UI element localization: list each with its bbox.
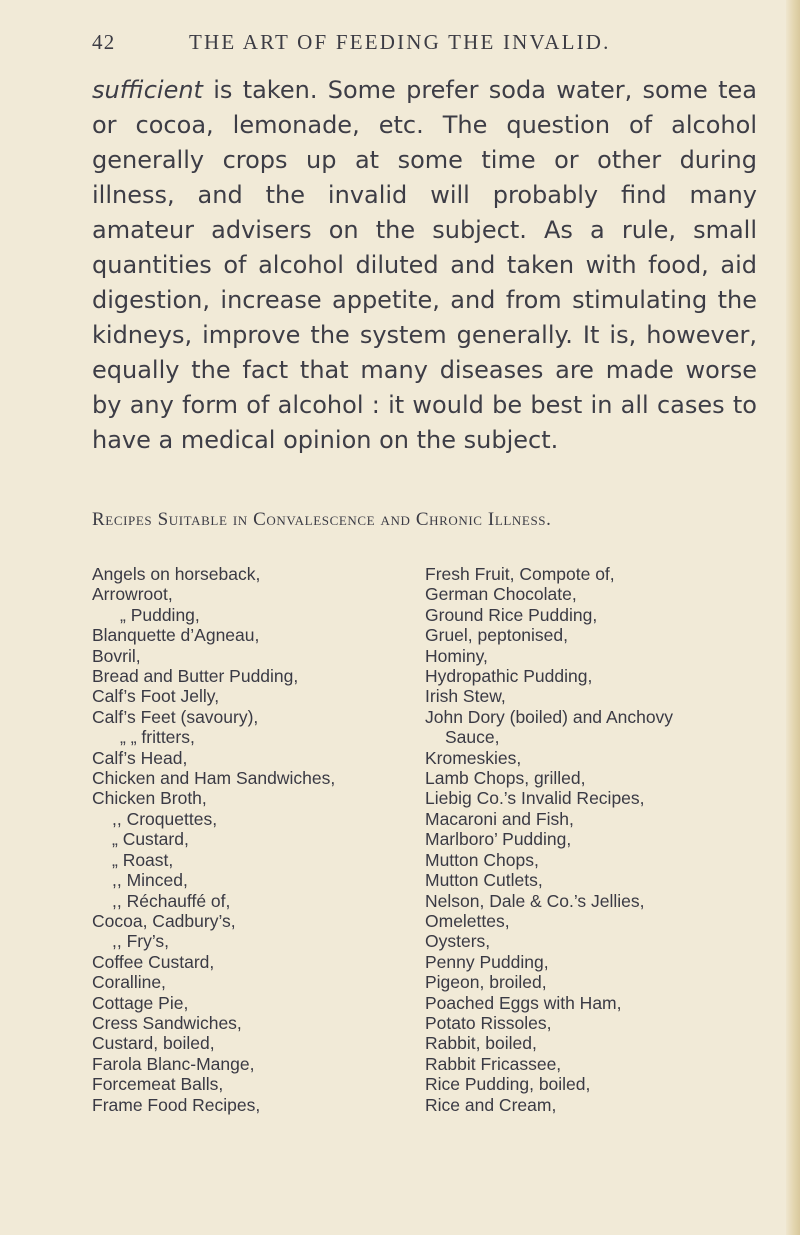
recipe-item: Pigeon, broiled, xyxy=(425,972,547,993)
recipe-item: Rice and Cream, xyxy=(425,1094,557,1115)
recipe-item: Chicken and Ham Sandwiches, xyxy=(92,768,336,789)
recipe-item: Oysters, xyxy=(425,931,491,952)
recipe-item: Mutton Chops, xyxy=(425,849,539,870)
recipe-item: Calf’s Foot Jelly, xyxy=(92,686,220,707)
recipe-list-right xyxy=(425,564,760,1115)
paragraph-lead-word: sufficient xyxy=(92,76,203,104)
recipe-item: „ Roast, xyxy=(112,849,174,870)
recipe-item: Marlboro’ Pudding, xyxy=(425,829,572,850)
recipe-item: German Chocolate, xyxy=(425,584,577,605)
recipe-item: Fresh Fruit, Compote of, xyxy=(425,564,615,584)
recipe-item: Ground Rice Pudding, xyxy=(425,604,598,625)
recipe-item: „ Pudding, xyxy=(120,604,200,625)
paragraph-text: is taken. Some prefer soda water, some tea or cocoa, lemonade, etc. The question of alcohol generally crops up at some time or other during illness, and the invalid will probably find many amateur advisers on the subject. As a rule, small quantities of alcohol diluted and taken with food, aid digestion, increase appetite, and from stimulating the kidneys, improve the system generally. It is, however, equally the fact that many diseases are made worse by any form of alcohol : it would be best in all cases to have a medical opinion on the subject. xyxy=(92,76,757,454)
recipe-item: Forcemeat Balls, xyxy=(92,1074,224,1095)
recipe-item: Coffee Custard, xyxy=(92,951,215,972)
recipe-item: Gruel, peptonised, xyxy=(425,625,569,646)
recipe-item: Rabbit, boiled, xyxy=(425,1033,537,1054)
recipe-item: Coralline, xyxy=(92,972,166,993)
recipe-item: Cocoa, Cadbury’s, xyxy=(92,910,236,931)
recipe-item: Poached Eggs with Ham, xyxy=(425,992,622,1013)
recipe-item: „ Custard, xyxy=(112,829,189,850)
recipe-item: Macaroni and Fish, xyxy=(425,808,574,829)
recipe-item: Nelson, Dale & Co.’s Jellies, xyxy=(425,890,645,911)
recipe-item: Frame Food Recipes, xyxy=(92,1094,261,1115)
recipe-item: Arrowroot, xyxy=(92,584,173,605)
recipe-item: Penny Pudding, xyxy=(425,951,549,972)
recipe-item: Cottage Pie, xyxy=(92,992,189,1013)
recipe-item: Chicken Broth, xyxy=(92,788,207,809)
page-number: 42 xyxy=(92,30,116,54)
recipe-item: Calf’s Head, xyxy=(92,747,188,768)
recipe-item: ,, Réchauffé of, xyxy=(112,890,231,911)
recipe-item: Rabbit Fricassee, xyxy=(425,1053,562,1074)
page-header xyxy=(92,30,752,60)
recipe-item: Farola Blanc-Mange, xyxy=(92,1053,255,1074)
recipe-item: Kromeskies, xyxy=(425,747,522,768)
recipe-item: John Dory (boiled) and Anchovy xyxy=(425,706,674,727)
section-heading: Recipes Suitable in Convalescence and Chronic Illness. xyxy=(92,509,552,530)
recipe-item: ,, Croquettes, xyxy=(112,808,218,829)
recipe-item: „ „ fritters, xyxy=(120,727,195,748)
recipe-item: Omelettes, xyxy=(425,910,510,931)
recipe-item: Irish Stew, xyxy=(425,686,506,707)
recipe-item: Custard, boiled, xyxy=(92,1033,215,1054)
body-paragraph xyxy=(92,73,757,458)
recipe-item: ,, Fry’s, xyxy=(112,931,170,952)
recipe-item: Calf’s Feet (savoury), xyxy=(92,706,259,727)
recipe-item: Bovril, xyxy=(92,645,141,666)
recipe-item: ,, Minced, xyxy=(112,870,188,891)
recipe-list-left xyxy=(92,564,412,1115)
recipe-item: Angels on horseback, xyxy=(92,564,261,584)
page-edge xyxy=(786,0,800,1235)
recipe-item: Hominy, xyxy=(425,645,488,666)
recipe-item: Rice Pudding, boiled, xyxy=(425,1074,591,1095)
recipe-item: Cress Sandwiches, xyxy=(92,1012,242,1033)
recipe-item: Potato Rissoles, xyxy=(425,1012,552,1033)
recipe-item: Sauce, xyxy=(445,727,500,748)
recipe-item: Liebig Co.’s Invalid Recipes, xyxy=(425,788,645,809)
recipe-item: Mutton Cutlets, xyxy=(425,870,543,891)
recipe-item: Lamb Chops, grilled, xyxy=(425,768,586,789)
recipe-item: Blanquette d’Agneau, xyxy=(92,625,260,646)
recipe-item: Hydropathic Pudding, xyxy=(425,666,593,687)
running-head: THE ART OF FEEDING THE INVALID. xyxy=(189,30,611,54)
recipe-item: Bread and Butter Pudding, xyxy=(92,666,299,687)
